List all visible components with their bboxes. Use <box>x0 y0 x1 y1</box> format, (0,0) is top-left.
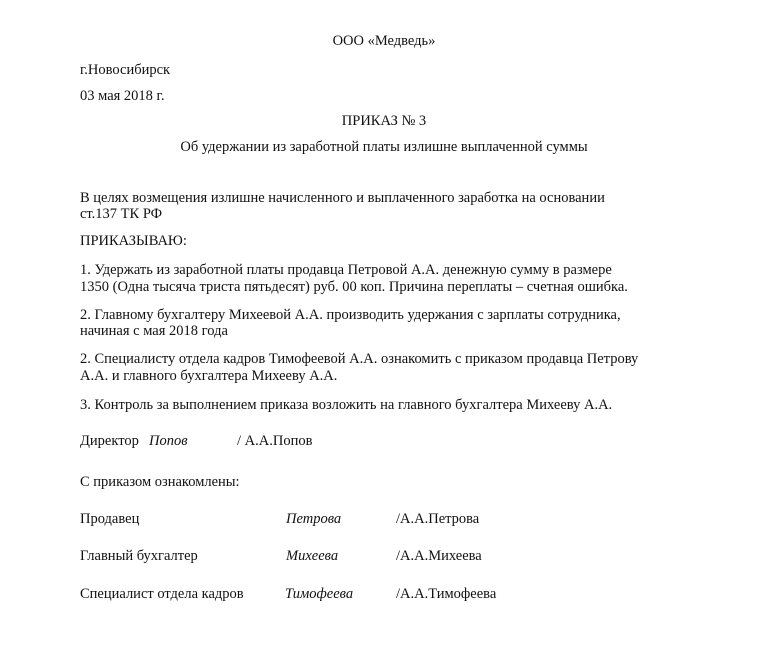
company-name: ООО «Медведь» <box>332 33 436 49</box>
acquainted-name-3: /А.А.Тимофеева <box>396 586 497 602</box>
acquainted-signature-1: Петрова <box>286 511 342 527</box>
item-3-line-2: А.А. и главного бухгалтера Михееву А.А. <box>80 368 338 384</box>
preamble-line-2: ст.137 ТК РФ <box>80 206 163 222</box>
acquainted-signature-2: Михеева <box>286 548 339 564</box>
acquainted-label: С приказом ознакомлены: <box>80 474 240 490</box>
acquainted-name-2: /А.А.Михеева <box>396 548 482 564</box>
acquainted-role-1: Продавец <box>80 511 140 527</box>
acquainted-role-2: Главный бухгалтер <box>80 548 198 564</box>
acquainted-name-1: /А.А.Петрова <box>396 511 480 527</box>
item-2-line-2: начиная с мая 2018 года <box>80 323 228 339</box>
order-subject: Об удержании из заработной платы излишне выплаченной суммы <box>180 139 588 155</box>
order-title: ПРИКАЗ № 3 <box>341 113 427 129</box>
item-1-line-2: 1350 (Одна тысяча триста пятьдесят) руб. 00 коп. Причина переплаты – счетная ошибка. <box>80 279 628 295</box>
preamble-line-1: В целях возмещения излишне начисленного и выплаченного заработка на основании <box>80 190 605 206</box>
order-word: ПРИКАЗЫВАЮ: <box>80 233 187 249</box>
acquainted-signature-3: Тимофеева <box>285 586 354 602</box>
order-date: 03 мая 2018 г. <box>80 88 165 104</box>
director-label: Директор <box>80 433 139 449</box>
acquainted-role-3: Специалист отдела кадров <box>80 586 244 602</box>
item-3-line-1: 2. Специалисту отдела кадров Тимофеевой А.А. ознакомить с приказом продавца Петрову <box>80 351 639 367</box>
item-4-line-1: 3. Контроль за выполнением приказа возложить на главного бухгалтера Михееву А.А. <box>80 397 613 413</box>
item-2-line-1: 2. Главному бухгалтеру Михеевой А.А. производить удержания с зарплаты сотрудника, <box>80 307 621 323</box>
item-1-line-1: 1. Удержать из заработной платы продавца Петровой А.А. денежную сумму в размере <box>80 262 612 278</box>
city: г.Новосибирск <box>80 62 171 78</box>
director-name: / А.А.Попов <box>237 433 313 449</box>
director-signature: Попов <box>149 433 188 449</box>
